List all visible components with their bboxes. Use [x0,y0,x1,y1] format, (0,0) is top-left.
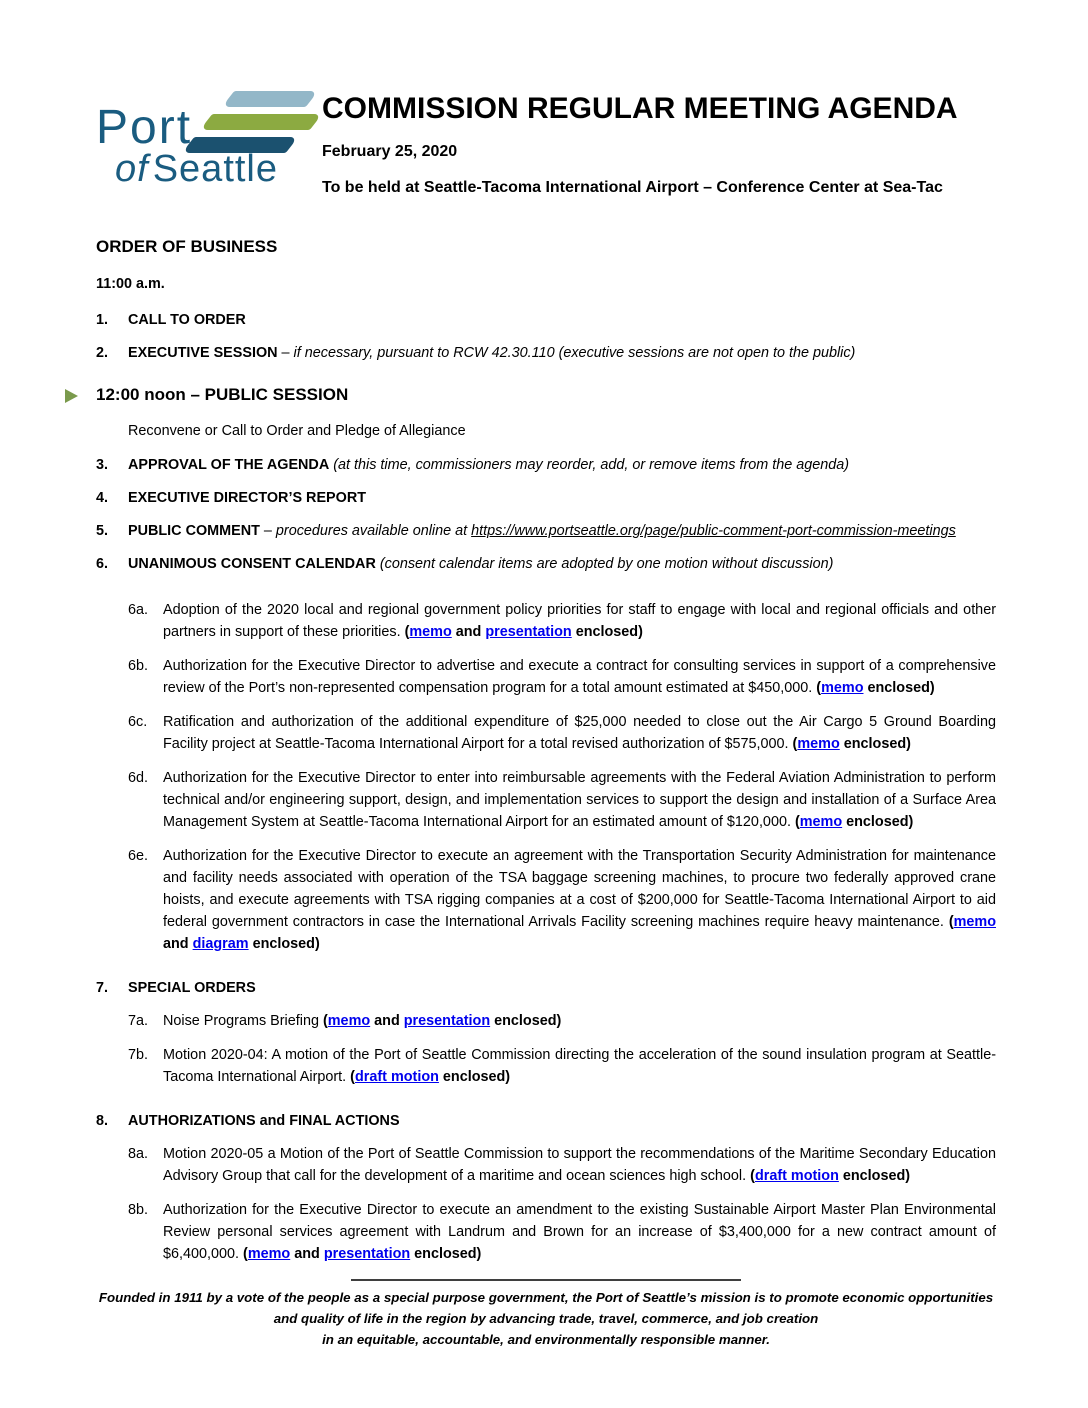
memo-link[interactable]: memo [953,914,996,930]
subitem-number: 6d. [128,770,149,786]
presentation-link[interactable]: presentation [323,1246,411,1262]
item-text [128,520,996,542]
enclosure-close: enclosed) [863,680,935,696]
enclosure-close: enclosed) [571,624,643,640]
logo-stripe-middle-icon [200,114,323,130]
page-title: COMMISSION REGULAR MEETING AGENDA [322,92,958,125]
item-title: UNANIMOUS CONSENT CALENDAR [128,556,376,572]
header-text [322,88,958,199]
item-title: PUBLIC COMMENT [128,523,260,539]
subitem-number: 6e. [128,848,149,864]
port-of-seattle-logo [96,88,322,192]
logo-word-port: Port [96,101,193,154]
enclosure-open: ( [318,1013,328,1029]
enclosure-and: and [290,1246,324,1262]
subitem-text [163,599,996,643]
agenda-subitem-6b [128,655,996,699]
agenda-subitem-8a [128,1143,996,1187]
item-text [128,454,996,476]
subitem-body: Ratification and authorization of the additional expenditure of $25,000 needed to close out the Air Cargo 5 Ground Boarding Facility project at Seattle-Tacoma International Airport for a total revised authorization of $575,000. [163,714,996,752]
subitem-body: Noise Programs Briefing [163,1013,319,1029]
agenda-item-5 [96,520,996,542]
item-number: 6. [96,556,109,572]
diagram-link[interactable]: diagram [192,936,249,952]
subitem-number: 7a. [128,1013,149,1029]
memo-link[interactable]: memo [797,736,840,752]
subitem-text [163,1143,996,1187]
agenda-subitem-7a [128,1010,996,1032]
agenda-item-3 [96,454,996,476]
subitem-text [163,845,996,955]
subitem-number: 6b. [128,658,149,674]
memo-link[interactable]: memo [409,624,452,640]
item-note: (consent calendar items are adopted by one motion without discussion) [375,556,834,572]
subitem-text [163,1199,996,1265]
subitem-number: 6a. [128,602,149,618]
enclosure-open: ( [400,624,410,640]
agenda-subitem-6c [128,711,996,755]
authorizations-list [96,1143,996,1265]
morning-session-time: 11:00 a.m. [96,276,165,292]
enclosure-close: enclosed) [842,814,914,830]
public-session-title: 12:00 noon – PUBLIC SESSION [96,385,349,404]
agenda-item-6 [96,553,996,575]
subitem-number: 8b. [128,1202,149,1218]
logo-word-of-seattle [115,150,278,188]
item-title: SPECIAL ORDERS [128,980,256,996]
item-number: 1. [96,312,109,328]
item-title: EXECUTIVE SESSION [128,345,278,361]
item-title: CALL TO ORDER [128,312,246,328]
item-text [128,342,996,364]
mission-line-2: and quality of life in the region by advancing trade, travel, commerce, and job creation [273,1311,819,1326]
presentation-link[interactable]: presentation [403,1013,491,1029]
agenda-body [96,199,996,1277]
agenda-item-2 [96,342,996,364]
agenda-subitem-7b [128,1044,996,1088]
document-header [96,88,996,199]
subitem-number: 7b. [128,1047,149,1063]
item-number: 2. [96,345,109,361]
enclosure-open: ( [788,736,798,752]
subitem-text [163,655,996,699]
item-number: 8. [96,1113,109,1129]
memo-link[interactable]: memo [327,1013,371,1029]
enclosure-open: ( [746,1168,755,1184]
enclosure-open: ( [943,914,954,930]
subitem-body: Motion 2020-05 a Motion of the Port of Seattle Commission to support the recommendations of the Maritime Secondary Education Advisory Group that call for the development of a maritime and ocean sciences high school. [163,1146,996,1184]
item-text [128,1110,996,1132]
item-title: APPROVAL OF THE AGENDA [128,457,330,473]
subitem-text [163,1044,996,1088]
subitem-number: 6c. [128,714,148,730]
subitem-body: Authorization for the Executive Director to execute an amendment to the existing Sustainable Airport Master Plan Environmental Review personal services agreement with Landrum and Brown for an increase of $3,400,000 for a new contract amount of $6,400,000. [163,1202,996,1262]
enclosure-open: ( [790,814,800,830]
agenda-subitem-6d [128,767,996,833]
enclosure-open: ( [239,1246,248,1262]
item-title: AUTHORIZATIONS and FINAL ACTIONS [128,1113,400,1129]
footer-divider [351,1279,741,1281]
subitem-text [163,1010,996,1032]
enclosure-open: ( [346,1069,355,1085]
item-number: 3. [96,457,109,473]
agenda-subitem-6e [128,845,996,955]
subitem-body: Authorization for the Executive Director to enter into reimbursable agreements with the Federal Aviation Administration to perform technical and/or engineering support, design, and implementation services to support the design and installation of a Surface Area Management System at Seattle-Tacoma International Airport for an estimated amount of $120,000. [163,770,996,830]
subitem-body: Authorization for the Executive Director to advertise and execute a contract for consulting services in support of a comprehensive review of the Port’s non-represented compensation program for a total amount estimated at $450,000. [163,658,996,696]
item-number: 7. [96,980,109,996]
item-text [128,309,996,331]
mission-line-1: Founded in 1911 by a vote of the people as a special purpose government, the Port of Seattle’s mission is to promote economic opportunities [98,1290,994,1305]
item-text [128,553,996,575]
logo-word-seattle: Seattle [152,148,279,190]
item-number: 4. [96,490,109,506]
logo-word-of: of [115,148,149,190]
item-note: if necessary, pursuant to RCW 42.30.110 (executive sessions are not open to the public) [293,345,856,361]
public-comment-procedures-link[interactable]: https://www.portseattle.org/page/public-comment-port-commission-meetings [471,523,956,539]
reconvene-line: Reconvene or Call to Order and Pledge of Allegiance [128,423,466,439]
memo-link[interactable]: memo [821,680,864,696]
agenda-item-8 [96,1110,996,1132]
order-of-business-heading: ORDER OF BUSINESS [96,237,278,256]
consent-calendar-list [96,599,996,955]
mission-statement [96,1287,996,1350]
meeting-date: February 25, 2020 [322,143,458,160]
meeting-location: To be held at Seattle-Tacoma International Airport – Conference Center at Sea-Tac [322,179,943,196]
agenda-item-4 [96,487,996,509]
draft-motion-link[interactable]: draft motion [354,1069,439,1085]
enclosure-open: ( [812,680,822,696]
item-dash: – [259,523,276,539]
agenda-subitem-6a [128,599,996,643]
enclosure-and: and [370,1013,404,1029]
subitem-number: 8a. [128,1146,149,1162]
item-dash: – [277,345,294,361]
enclosure-close: enclosed) [490,1013,562,1029]
item-note: (at this time, commissioners may reorder, add, or remove items from the agenda) [329,457,850,473]
subitem-text [163,711,996,755]
item-text [128,977,996,999]
agenda-subitem-8b [128,1199,996,1265]
subitem-body: Motion 2020-04: A motion of the Port of Seattle Commission directing the acceleration of the sound insulation program at Seattle-Tacoma International Airport. [163,1047,996,1085]
enclosure-close: enclosed) [410,1246,482,1262]
item-note: procedures available online at [275,523,472,539]
draft-motion-link[interactable]: draft motion [754,1168,839,1184]
document-footer [96,1279,996,1350]
enclosure-and: and [163,936,193,952]
public-session-heading [96,384,996,406]
enclosure-close: enclosed) [248,936,320,952]
agenda-item-1 [96,309,996,331]
agenda-item-7 [96,977,996,999]
memo-link[interactable]: memo [799,814,843,830]
subitem-body: Authorization for the Executive Director to execute an agreement with the Transportation Security Administration for maintenance and facility needs associated with operation of the TSA baggage screening machines, to procure two federally approved crane hoists, and execute agreements with TSA rigging companies at a cost of $200,000 for Seattle-Tacoma International Airport to aid federal government contractors in case the International Arrivals Facility screening machines require heavy maintenance. [163,848,996,930]
public-session-arrow-icon [65,389,78,403]
subitem-text [163,767,996,833]
subitem-body: Adoption of the 2020 local and regional government policy priorities for staff to engage with local and regional officials and other partners in support of these priorities. [163,602,996,640]
item-number: 5. [96,523,109,539]
special-orders-list [96,1010,996,1088]
presentation-link[interactable]: presentation [485,624,572,640]
enclosure-close: enclosed) [438,1069,511,1085]
mission-line-3: in an equitable, accountable, and environmentally responsible manner. [322,1332,770,1347]
item-title: EXECUTIVE DIRECTOR’S REPORT [128,490,367,506]
enclosure-and: and [451,624,486,640]
item-text [128,487,996,509]
logo-stripe-top-icon [222,91,319,107]
memo-link[interactable]: memo [247,1246,291,1262]
enclosure-close: enclosed) [839,736,911,752]
enclosure-close: enclosed) [838,1168,911,1184]
